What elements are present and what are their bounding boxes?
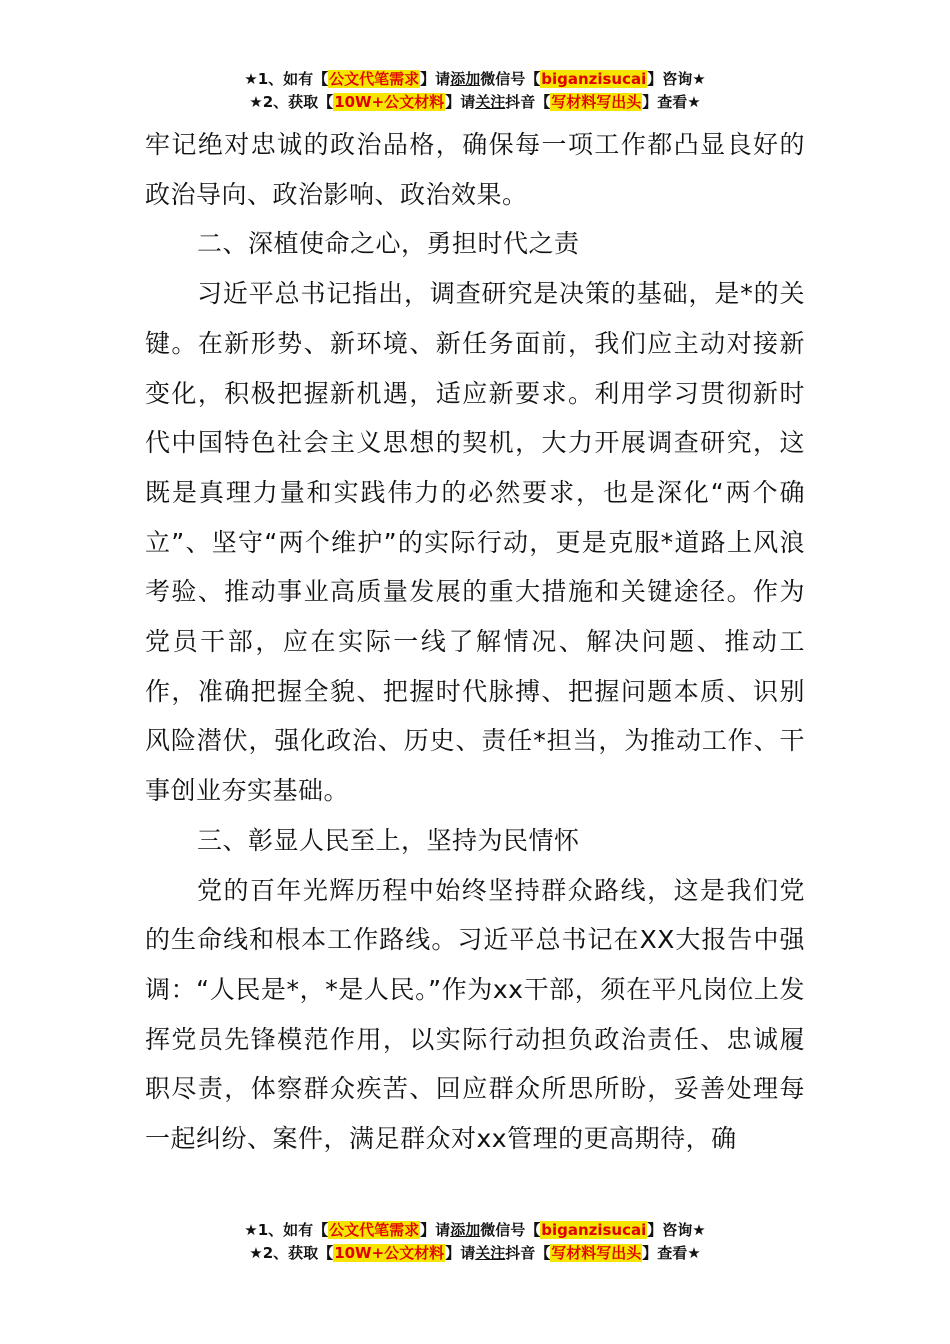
paragraph-section-3: 党的百年光辉历程中始终坚持群众路线，这是我们党的生命线和根本工作路线。习近平总书记在XX大报告中强调：“人民是*，*是人民。”作为xx干部，须在平凡岗位上发挥党员先锋模范作用，以实际行动担负政治责任、忠诚履职尽责，体察群众疾苦、回应群众所思所盼，妥善处理每一起纠纷、案件，满足群众对xx管理的更高期待，确	[145, 875, 805, 1154]
banner-text: 】请	[420, 70, 451, 88]
banner-text: 】查看★	[642, 1244, 701, 1262]
banner-line-2	[0, 1242, 950, 1265]
banner-text: 】咨询★	[647, 1221, 706, 1239]
highlight-materials: 10W+公文材料	[334, 1244, 445, 1262]
banner-text: ★2、获取【	[249, 93, 334, 111]
banner-text-underlined: 关注	[475, 1244, 506, 1262]
banner-text: 】请	[445, 93, 476, 111]
highlight-wechat-id: biganzisucai	[541, 1221, 647, 1239]
header-banner	[0, 68, 950, 114]
banner-text: 】请	[445, 1244, 476, 1262]
footer-banner	[0, 1219, 950, 1265]
banner-text: 抖音【	[505, 1244, 551, 1262]
banner-text: 微信号【	[480, 1221, 541, 1239]
highlight-service: 公文代笔需求	[329, 1221, 420, 1239]
banner-text: 微信号【	[480, 70, 541, 88]
banner-text: 】查看★	[642, 93, 701, 111]
banner-text-underlined: 添加	[450, 70, 481, 88]
banner-text: ★1、如有【	[244, 1221, 329, 1239]
banner-text: 】咨询★	[647, 70, 706, 88]
banner-text-underlined: 添加	[450, 1221, 481, 1239]
highlight-douyin: 写材料写出头	[551, 1244, 642, 1262]
highlight-service: 公文代笔需求	[329, 70, 420, 88]
banner-text-underlined: 关注	[475, 93, 506, 111]
paragraph-continued: 牢记绝对忠诚的政治品格，确保每一项工作都凸显良好的政治导向、政治影响、政治效果。	[145, 130, 805, 209]
banner-line-1	[0, 1219, 950, 1242]
highlight-wechat-id: biganzisucai	[541, 70, 647, 88]
section-heading-2: 二、深植使命之心，勇担时代之责	[197, 229, 580, 259]
banner-text: 】请	[420, 1221, 451, 1239]
document-body	[145, 120, 805, 1164]
banner-text: ★2、获取【	[249, 1244, 334, 1262]
highlight-douyin: 写材料写出头	[551, 93, 642, 111]
banner-text: 抖音【	[505, 93, 551, 111]
highlight-materials: 10W+公文材料	[334, 93, 445, 111]
section-heading-3: 三、彰显人民至上，坚持为民情怀	[197, 825, 580, 855]
paragraph-section-2: 习近平总书记指出，调查研究是决策的基础，是*的关键。在新形势、新环境、新任务面前，我们应主动对接新变化，积极把握新机遇，适应新要求。利用学习贯彻新时代中国特色社会主义思想的契机，大力开展调查研究，这既是真理力量和实践伟力的必然要求，也是深化“两个确立”、坚守“两个维护”的实际行动，更是克服*道路上风浪考验、推动事业高质量发展的重大措施和关键途径。作为党员干部，应在实际一线了解情况、解决问题、推动工作，准确把握全貌、把握时代脉搏、把握问题本质、识别风险潜伏，强化政治、历史、责任*担当，为推动工作、干事创业夯实基础。	[145, 279, 805, 806]
banner-line-1	[0, 68, 950, 91]
banner-text: ★1、如有【	[244, 70, 329, 88]
banner-line-2	[0, 91, 950, 114]
